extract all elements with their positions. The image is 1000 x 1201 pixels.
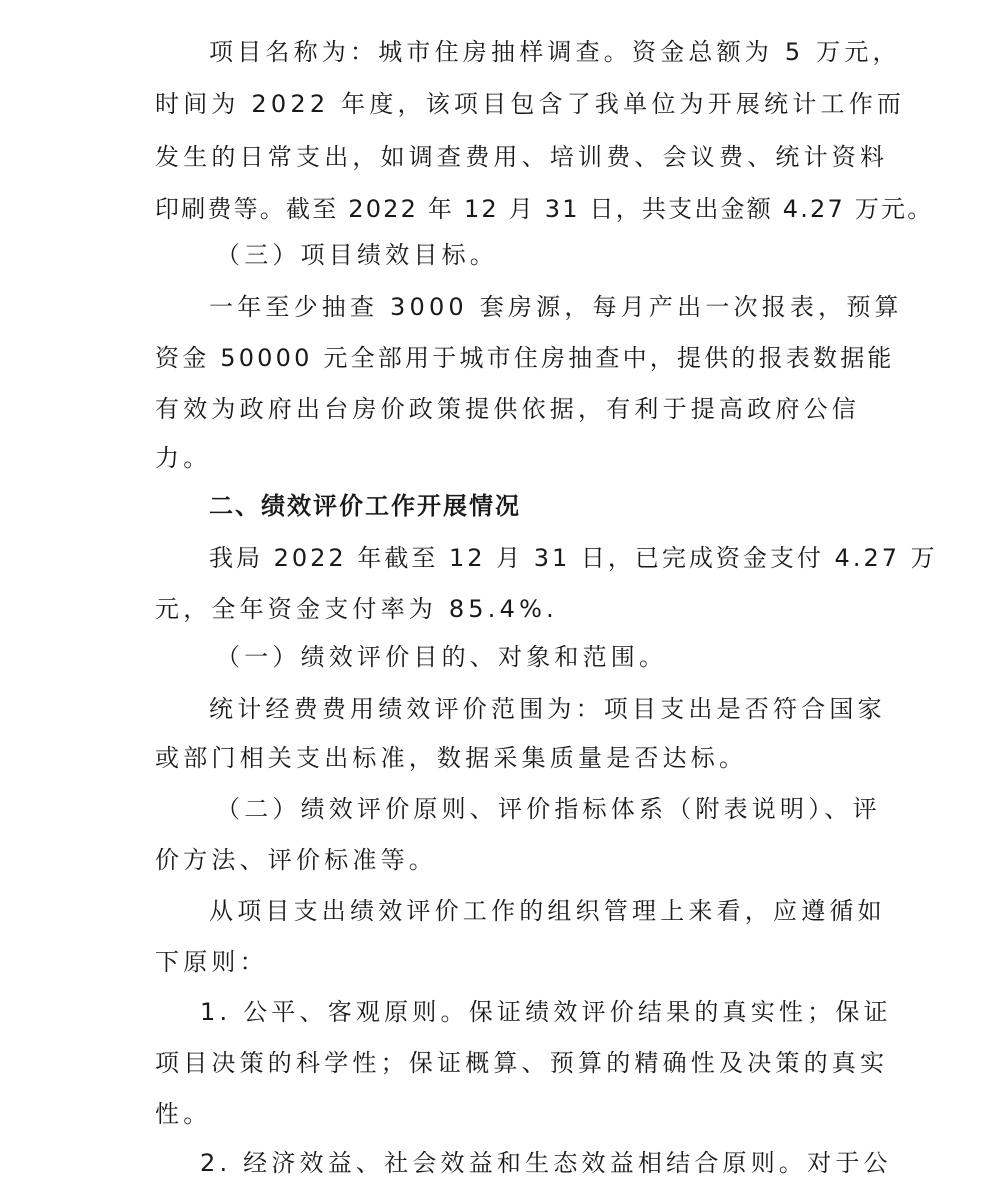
list-item-line: 1. 公平、客观原则。保证绩效评价结果的真实性；保证 bbox=[200, 998, 892, 1026]
section-heading: 二、绩效评价工作开展情况 bbox=[209, 492, 521, 520]
paragraph-line: 时间为 2022 年度，该项目包含了我单位为开展统计工作而 bbox=[155, 90, 906, 118]
paragraph-line: 印刷费等。截至 2022 年 12 月 31 日，共支出金额 4.27 万元。 bbox=[155, 195, 934, 223]
paragraph-line: 项目名称为：城市住房抽样调查。资金总额为 5 万元， bbox=[209, 38, 901, 66]
section-subheading: （二）绩效评价原则、评价指标体系（附表说明）、评 bbox=[216, 795, 881, 823]
paragraph-line: 性。 bbox=[155, 1100, 212, 1128]
section-subheading: （三）项目绩效目标。 bbox=[216, 241, 498, 269]
section-subheading: （一）绩效评价目的、对象和范围。 bbox=[216, 643, 668, 671]
paragraph-line: 元，全年资金支付率为 85.4%. bbox=[155, 595, 558, 623]
paragraph-line: 项目决策的科学性；保证概算、预算的精确性及决策的真实 bbox=[155, 1049, 889, 1077]
paragraph-line: 力。 bbox=[155, 444, 212, 472]
list-item-line: 2. 经济效益、社会效益和生态效益相结合原则。对于公 bbox=[200, 1149, 892, 1177]
paragraph-line: 一年至少抽查 3000 套房源，每月产出一次报表，预算 bbox=[209, 293, 903, 321]
paragraph-line: 从项目支出绩效评价工作的组织管理上来看，应遵循如 bbox=[209, 897, 886, 925]
paragraph-line: 发生的日常支出，如调查费用、培训费、会议费、统计资料 bbox=[155, 143, 889, 171]
paragraph-line: 我局 2022 年截至 12 月 31 日，已完成资金支付 4.27 万 bbox=[209, 544, 938, 572]
paragraph-line: 统计经费费用绩效评价范围为：项目支出是否符合国家 bbox=[209, 695, 886, 723]
paragraph-line: 或部门相关支出标准，数据采集质量是否达标。 bbox=[155, 744, 748, 772]
paragraph-line: 有效为政府出台房价政策提供依据，有利于提高政府公信 bbox=[155, 395, 860, 423]
paragraph-line: 资金 50000 元全部用于城市住房抽查中，提供的报表数据能 bbox=[155, 344, 895, 372]
paragraph-line: 价方法、评价标准等。 bbox=[155, 846, 437, 874]
paragraph-line: 下原则： bbox=[155, 948, 268, 976]
